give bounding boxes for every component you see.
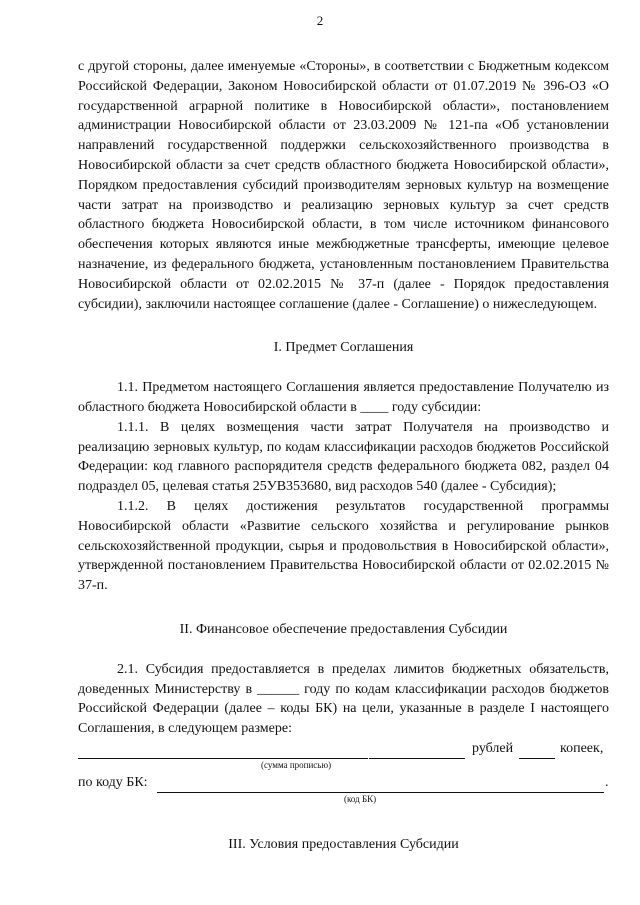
bk-fill-line [78, 773, 609, 793]
clause-1-1-2: 1.1.2. В целях достижения результатов государственной программы Новосибирской области «Развитие сельского хозяйства и регулирование рынков сельскохозяйственной продукции, сырья и продовольствия в Новосибирской области», утвержденной постановлением Правительства Новосибирской области от 02.02.2015 № 37-п. [78, 498, 609, 594]
sum-caption-row [78, 759, 609, 773]
section-3-title: III. Условия предоставления Субсидии [228, 836, 459, 852]
bk-label: по коду БК: [78, 774, 148, 790]
kopecks-label: копеек, [560, 740, 604, 756]
page-number: 2 [316, 13, 324, 28]
intro-paragraph: с другой стороны, далее именуемые «Стороны», в соответствии с Бюджетным кодексом Российской Федерации, Законом Новосибирской области от 01.07.2019 № 396-ОЗ «О государственной аграрной политике в Новосибирской области», постановлением администрации Новосибирской области от 23.03.2009 № 121-па «Об установлении направлений государственной поддержки сельскохозяйственного производства в Новосибирской области за счет средств областного бюджета Новосибирской области», Порядком предоставления субсидий производителям зерновых культур на возмещение части затрат на производство и реализацию зерновых культур за счет средств областного бюджета Новосибирской области, в том числе источником финансового обеспечения которых являются иные межбюджетные трансферты, имеющие целевое назначение, из федерального бюджета, установленным постановлением Правительства Новосибирской области от 02.02.2015 № 37-п (далее - Порядок предоставления субсидии), заключили настоящее соглашение (далее - Соглашение) о нижеследующем. [78, 59, 609, 312]
clause-1-1-1: 1.1.1. В целях возмещения части затрат Получателя на производство и реализацию зерновых культур, по кодам классификации расходов бюджетов Российской Федерации: код главного распорядителя средств федерального бюджета 082, раздел 04 подраздел 05, целевая статья 25УВ353680, вид расходов 540 (далее - Субсидия); [78, 419, 609, 495]
sum-fill-line [78, 739, 609, 759]
bk-end: . [605, 774, 609, 790]
sum-caption: (сумма прописью) [261, 759, 332, 770]
clause-1-1: 1.1. Предметом настоящего Соглашения является предоставление Получателю из областного бюджета Новосибирской области в ____ году субсидии: [78, 380, 609, 415]
section-2-title: II. Финансовое обеспечение предоставления Субсидии [179, 621, 508, 637]
document-body [78, 57, 609, 854]
bk-caption: (код БК) [344, 793, 377, 804]
clause-2-1: 2.1. Субсидия предоставляется в пределах лимитов бюджетных обязательств, доведенных Министерству в ______ году по кодам классификации расходов бюджетов Российской Федерации (далее – коды БК) на цели, указанные в разделе I настоящего Соглашения, в следующем размере: [78, 661, 609, 737]
rubles-label: рублей [472, 740, 514, 756]
section-1-title: I. Предмет Соглашения [273, 340, 414, 356]
bk-caption-row [78, 793, 609, 807]
